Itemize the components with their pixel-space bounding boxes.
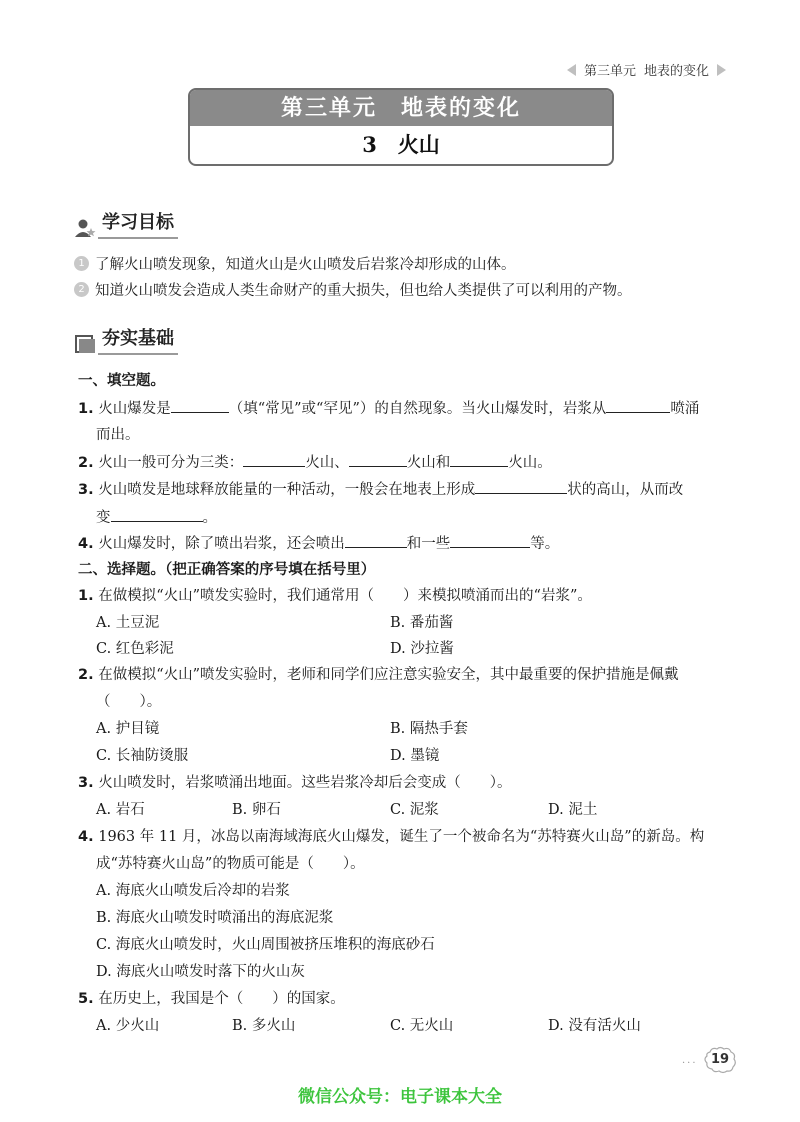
running-header <box>567 60 726 79</box>
question-text: 火山爆发时，除了喷出岩浆，还会喷出 <box>98 536 345 552</box>
option-b[interactable]: B. 番茄酱 <box>390 615 454 631</box>
question-number: 5. <box>78 991 94 1007</box>
fill-question-1-cont: 而出。 <box>96 427 140 443</box>
answer-blank[interactable] <box>345 532 407 548</box>
answer-blank[interactable] <box>111 506 203 522</box>
question-text: 。 <box>202 510 217 526</box>
basics-section-header <box>74 324 178 355</box>
triangle-right-icon <box>717 64 726 76</box>
goal-text: 知道火山喷发会造成人类生命财产的重大损失，但也给人类提供了可以利用的产物。 <box>95 283 632 299</box>
question-text: 等。 <box>530 536 560 552</box>
option-c[interactable]: C. 泥浆 <box>390 802 439 818</box>
fill-question-4 <box>78 532 559 554</box>
fill-question-1 <box>78 397 699 419</box>
answer-blank[interactable] <box>475 478 567 494</box>
question-number: 4. <box>78 536 94 552</box>
choice-question-1 <box>78 586 592 606</box>
question-text: 火山爆发是 <box>98 401 171 417</box>
question-text: 火山。 <box>508 455 552 471</box>
part2-heading: 二、选择题。（把正确答案的序号填在括号里） <box>78 562 376 578</box>
option-b[interactable]: B. 隔热手套 <box>390 721 468 737</box>
option-a[interactable]: A. 岩石 <box>96 802 145 818</box>
title-box <box>188 88 614 166</box>
question-number: 2. <box>78 667 94 683</box>
basics-heading: 夯实基础 <box>98 324 178 355</box>
option-c[interactable]: C. 海底火山喷发时，火山周围被挤压堆积的海底砂石 <box>96 937 435 953</box>
question-text: 火山、 <box>305 455 349 471</box>
option-d[interactable]: D. 没有活火山 <box>548 1018 641 1034</box>
running-header-topic: 地表的变化 <box>643 64 709 79</box>
answer-blank[interactable] <box>450 532 530 548</box>
question-text: 火山和 <box>406 455 451 471</box>
goal-number: 1 <box>74 256 89 271</box>
option-c[interactable]: C. 红色彩泥 <box>96 641 174 657</box>
question-number: 4. <box>78 829 94 845</box>
answer-blank[interactable] <box>171 397 229 413</box>
option-c[interactable]: C. 长袖防烫服 <box>96 748 189 764</box>
question-number: 2. <box>78 455 94 471</box>
question-text: 状的高山，从而改 <box>567 482 684 498</box>
goal-text: 了解火山喷发现象，知道火山是火山喷发后岩浆冷却形成的山体。 <box>95 257 516 273</box>
choice-question-2-cont: （ ）。 <box>96 694 162 710</box>
running-header-unit: 第三单元 <box>583 64 636 79</box>
choice-question-2 <box>78 665 679 685</box>
goal-number: 2 <box>74 282 89 297</box>
question-text: 变 <box>96 510 111 526</box>
option-a[interactable]: A. 土豆泥 <box>96 615 160 631</box>
goals-section-header <box>74 208 178 239</box>
option-c[interactable]: C. 无火山 <box>390 1018 454 1034</box>
book-icon <box>74 333 96 355</box>
question-text: 火山喷发时，岩浆喷涌出地面。这些岩浆冷却后会变成（ ）。 <box>98 775 512 791</box>
page-number-badge <box>702 1046 738 1074</box>
option-d[interactable]: D. 沙拉酱 <box>390 641 454 657</box>
goal-item <box>74 279 632 300</box>
question-text: 火山一般可分为三类： <box>98 455 244 471</box>
question-text: 在历史上，我国是个（ ）的国家。 <box>98 991 345 1007</box>
option-b[interactable]: B. 多火山 <box>232 1018 296 1034</box>
option-d[interactable]: D. 海底火山喷发时落下的火山灰 <box>96 964 305 980</box>
page-number-dots: ··· <box>682 1058 698 1069</box>
option-d[interactable]: D. 墨镜 <box>390 748 440 764</box>
choice-question-4 <box>78 827 704 847</box>
lesson-title: 3 火山 <box>362 132 440 157</box>
question-text: 喷涌 <box>670 401 700 417</box>
page-number: 19 <box>710 1052 730 1067</box>
question-number: 1. <box>78 401 94 417</box>
unit-title: 第三单元 地表的变化 <box>190 90 612 126</box>
fill-question-2 <box>78 451 552 473</box>
choice-question-4-cont: 成“苏特赛火山岛”的物质可能是（ ）。 <box>96 856 365 872</box>
option-a[interactable]: A. 少火山 <box>96 1018 160 1034</box>
question-text: 1963 年 11 月，冰岛以南海域海底火山爆发，诞生了一个被命名为“苏特赛火山岛”的新岛。构 <box>98 829 705 845</box>
question-text: 火山喷发是地球释放能量的一种活动，一般会在地表上形成 <box>98 482 476 498</box>
triangle-left-icon <box>567 64 576 76</box>
question-number: 1. <box>78 588 94 604</box>
goal-item <box>74 253 516 274</box>
question-text: 在做模拟“火山”喷发实验时，老师和同学们应注意实验安全，其中最重要的保护措施是佩戴 <box>98 667 679 683</box>
answer-blank[interactable] <box>243 451 305 467</box>
question-text: 在做模拟“火山”喷发实验时，我们通常用（ ）来模拟喷涌而出的“岩浆”。 <box>98 588 592 604</box>
option-d[interactable]: D. 泥土 <box>548 802 598 818</box>
goals-heading: 学习目标 <box>98 208 178 239</box>
fill-question-3 <box>78 478 683 500</box>
person-star-icon <box>74 217 96 239</box>
choice-question-5 <box>78 989 345 1009</box>
part1-heading: 一、填空题。 <box>78 373 165 389</box>
question-number: 3. <box>78 482 94 498</box>
choice-question-3 <box>78 773 511 793</box>
fill-question-3-cont <box>96 506 217 528</box>
option-b[interactable]: B. 卵石 <box>232 802 281 818</box>
answer-blank[interactable] <box>349 451 407 467</box>
answer-blank[interactable] <box>606 397 670 413</box>
question-text: 和一些 <box>406 536 451 552</box>
watermark: 微信公众号：电子课本大全 <box>298 1087 502 1107</box>
option-a[interactable]: A. 护目镜 <box>96 721 160 737</box>
option-a[interactable]: A. 海底火山喷发后冷却的岩浆 <box>96 883 290 899</box>
option-b[interactable]: B. 海底火山喷发时喷涌出的海底泥浆 <box>96 910 334 926</box>
question-number: 3. <box>78 775 94 791</box>
question-text: （填“常见”或“罕见”）的自然现象。当火山爆发时，岩浆从 <box>228 401 607 417</box>
answer-blank[interactable] <box>450 451 508 467</box>
